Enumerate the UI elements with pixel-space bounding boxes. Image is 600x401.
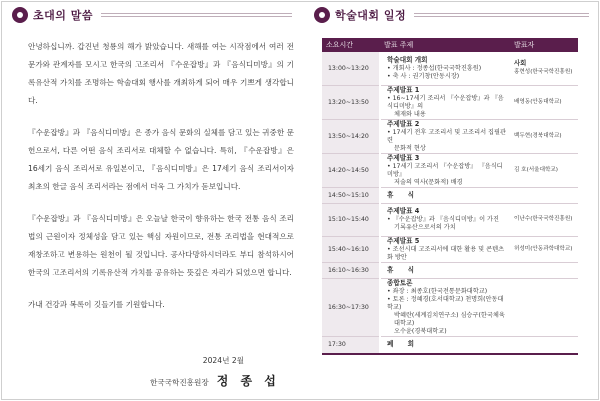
schedule-speaker bbox=[510, 262, 578, 278]
topic-line: 기록유산으로서의 가치 bbox=[394, 224, 456, 231]
topic-line: • 17세기 고조리서 『수운잡방』 『음식디미방』 bbox=[387, 162, 503, 178]
schedule-time: 13:50~14:20 bbox=[322, 119, 380, 153]
schedule-time: 16:30~17:30 bbox=[322, 278, 380, 336]
topic-line: • 축 사 : 권기창(안동시장) bbox=[387, 72, 460, 80]
schedule-time: 13:00~13:20 bbox=[322, 52, 380, 85]
topic-title: 주제발표 4 bbox=[387, 207, 420, 215]
schedule-row bbox=[322, 336, 578, 354]
signer-name: 정 종 섭 bbox=[216, 374, 280, 388]
schedule-topic bbox=[380, 203, 510, 236]
schedule-topic bbox=[380, 336, 510, 354]
speaker-role: 사회 bbox=[514, 59, 527, 68]
signature-line bbox=[150, 372, 280, 389]
letter-paragraph: 『수운잡방』과 『음식디미방』은 오늘날 한국이 향유하는 한국 전통 음식 조리법의 근원이자 정체성을 담고 있는 핵심 자원이므로, 전통 조리법을 현대적으로 재창조하고 변용하는 원천이 될 것입니다. 공사다망하시더라도 부디 참석하시어 한국의 고조리서의 기록유산적 가치를 공유하는 뜻깊은 자리가 되었으면 합니다. bbox=[28, 214, 294, 277]
schedule-topic bbox=[380, 119, 510, 153]
schedule-title: 학술대회 일정 bbox=[335, 9, 407, 22]
schedule-speaker bbox=[510, 119, 578, 153]
schedule-topic bbox=[380, 236, 510, 262]
invitation-letter bbox=[28, 38, 294, 314]
topic-title: 휴 식 bbox=[387, 190, 421, 199]
schedule-speaker bbox=[510, 336, 578, 354]
topic-line: • 『수운잡방』과 『음식디미방』이 가진 bbox=[387, 216, 500, 223]
header-rule bbox=[414, 13, 589, 17]
letter-paragraph: 가내 건강과 복록이 깃들기를 기원합니다. bbox=[28, 300, 165, 309]
bullet-circle-icon bbox=[314, 7, 330, 23]
topic-title: 주제발표 5 bbox=[387, 236, 420, 245]
speaker-name: 배영동(안동대학교) bbox=[514, 98, 562, 105]
schedule-row bbox=[322, 187, 578, 203]
topic-title: 주제발표 1 bbox=[387, 85, 420, 94]
column-header-topic: 발표 주제 bbox=[380, 38, 510, 52]
schedule-table bbox=[322, 38, 578, 355]
schedule-topic bbox=[380, 187, 510, 203]
schedule-speaker bbox=[510, 236, 578, 262]
header-rule bbox=[101, 13, 292, 17]
schedule-time: 17:30 bbox=[322, 336, 380, 354]
topic-title: 주제발표 2 bbox=[387, 119, 420, 128]
topic-title: 학술대회 개회 bbox=[387, 55, 428, 64]
topic-line: 체재와 내용 bbox=[394, 110, 426, 118]
topic-line: • 토론 : 정혜경(호서대학교) 천명희(안동대학교) bbox=[387, 295, 504, 311]
schedule-row bbox=[322, 203, 578, 236]
schedule-row bbox=[322, 262, 578, 278]
schedule-speaker bbox=[510, 52, 578, 85]
topic-line: • 개회사 : 정종섭(한국국학진흥원) bbox=[387, 64, 482, 72]
schedule-time: 15:10~15:40 bbox=[322, 203, 380, 236]
schedule-time: 14:20~14:50 bbox=[322, 153, 380, 187]
schedule-header-row bbox=[322, 38, 578, 52]
invitation-header bbox=[12, 4, 292, 26]
topic-line: • 좌장 : 최종호(한국전통문화대학교) bbox=[387, 287, 488, 295]
schedule-row bbox=[322, 153, 578, 187]
topic-title: 종합토론 bbox=[387, 278, 413, 287]
schedule-time: 16:10~16:30 bbox=[322, 262, 380, 278]
topic-title: 주제발표 3 bbox=[387, 153, 420, 162]
schedule-topic bbox=[380, 85, 510, 119]
column-header-speaker: 발표자 bbox=[510, 38, 578, 52]
schedule-speaker bbox=[510, 153, 578, 187]
schedule-time: 15:40~16:10 bbox=[322, 236, 380, 262]
schedule-body bbox=[322, 52, 578, 354]
schedule-speaker bbox=[510, 85, 578, 119]
schedule-header bbox=[314, 4, 589, 26]
letter-paragraph: 안녕하십니까. 갑진년 청룡의 해가 밝았습니다. 새해를 여는 시작점에서 여러 전문가와 관계자를 모시고 한국의 고조리서 『수운잡방』과 『음식디미방』의 기록유산적 가치를 조명하는 학술대회 행사를 개최하게 되어 매우 기쁘게 생각합니다. bbox=[28, 42, 294, 105]
column-header-time: 소요시간 bbox=[322, 38, 380, 52]
schedule-topic bbox=[380, 52, 510, 85]
topic-line: • 17세기 전후 고조리서 및 고조리서 집필관련 bbox=[387, 128, 506, 144]
schedule-row bbox=[322, 278, 578, 336]
topic-title: 폐 회 bbox=[387, 340, 421, 349]
schedule-time: 14:50~15:10 bbox=[322, 187, 380, 203]
signer-title: 한국국학진흥원장 bbox=[150, 378, 209, 387]
speaker-name: 이난수(한국국학진흥원) bbox=[514, 216, 573, 222]
schedule-time: 13:20~13:50 bbox=[322, 85, 380, 119]
speaker-name: 허성미(안동과학대학교) bbox=[514, 245, 573, 252]
topic-line: • 조선시대 고조리서에 대한 활용 및 콘텐츠화 방안 bbox=[387, 245, 505, 261]
topic-line: 문화적 현상 bbox=[394, 144, 426, 152]
letter-date: 2024년 2월 bbox=[202, 356, 244, 365]
schedule-speaker bbox=[510, 187, 578, 203]
letter-paragraph: 『수운잡방』과 『음식디미방』은 종가 음식 문화의 실체를 담고 있는 귀중한 문헌으로서, 다른 어떤 음식 조리서로 대체할 수 없습니다. 특히, 『수운잡방』은 16세기 음식 조리서로 유일본이고, 『음식디미방』은 17세기 음식 조리서이자 최초의 한글 음식 조리서라는 점에서 더욱 그 가치가 돋보입니다. bbox=[28, 128, 294, 191]
topic-line: 박혜란(세계김치연구소) 심승구(한국체육대학교) bbox=[394, 311, 505, 327]
schedule-speaker bbox=[510, 203, 578, 236]
schedule-topic bbox=[380, 153, 510, 187]
speaker-name: 홍현성(한국국학진흥원) bbox=[514, 69, 573, 76]
schedule-speaker bbox=[510, 278, 578, 336]
speaker-name: 백두현(경북대학교) bbox=[514, 132, 562, 139]
invitation-title: 초대의 말씀 bbox=[33, 9, 93, 22]
bullet-circle-icon bbox=[12, 7, 28, 23]
topic-line: 저술의 역사(문화적) 배경 bbox=[394, 178, 463, 186]
schedule-row bbox=[322, 85, 578, 119]
topic-line: • 16~17세기 조리서 『수운잡방』과 『음식디미방』의 bbox=[387, 94, 504, 110]
schedule-row bbox=[322, 236, 578, 262]
schedule-topic bbox=[380, 278, 510, 336]
topic-title: 휴 식 bbox=[387, 265, 421, 274]
speaker-name: 김 호(서울대학교) bbox=[514, 166, 558, 173]
schedule-row bbox=[322, 119, 578, 153]
topic-line: 오수윤(경북대학교) bbox=[394, 327, 447, 335]
schedule-topic bbox=[380, 262, 510, 278]
schedule-row bbox=[322, 52, 578, 85]
